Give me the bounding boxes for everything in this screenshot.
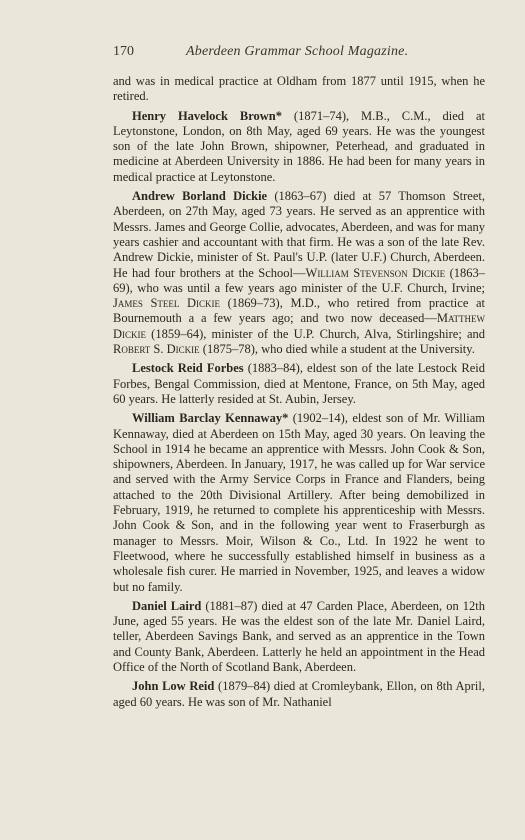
- entry-brown: [113, 109, 485, 185]
- paragraph-continuation: [113, 74, 485, 105]
- entry-name: Henry Havelock Brown*: [132, 108, 282, 123]
- entry-text: (1863–69), who was until a few years ago minister of the U.F. Church, Irvine;: [113, 265, 485, 295]
- page-number: 170: [113, 44, 134, 59]
- entry-text: (1869–73), M.D., who retired from practice at Bournemouth a a few years ago; and two now deceased—: [113, 296, 485, 326]
- entry-name: Lestock Reid Forbes: [132, 361, 244, 376]
- brother-name: William Stevenson Dickie: [305, 265, 446, 280]
- entry-text: (1859–64), minister of the U.P. Church, Alva, Stirlingshire; and: [146, 326, 485, 341]
- entry-text: (1902–14), eldest son of Mr. William Kennaway, died at Aberdeen on 15th May, aged 30 years. On leaving the School in 1914 he became an apprentice with Messrs. John Cook & Son, shipowners, Aberdeen. In January, 1917, he was called up for War service and served with the Army Service Corps in France and Flanders, being attached to the 20th Divisional Artillery. After being demobilized in February, 1919, he returned to complete his apprenticeship with Messrs. John Cook & Son, and in the following year went to Fraserburgh as manager to Messrs. Moir, Wilson & Co., Ltd. In 1922 he went to Fleetwood, where he successfully established himself in business as a wholesale fish curer. He married in November, 1925, and leaves a widow but no family.: [113, 411, 485, 594]
- entry-name: Andrew Borland Dickie: [132, 189, 268, 204]
- running-title: Aberdeen Grammar School Magazine.: [186, 44, 409, 59]
- entry-name: William Barclay Kennaway*: [132, 411, 289, 426]
- entry-text: (1863–67) died at 57 Thomson Street, Aberdeen, on 27th May, aged 73 years. He served as an apprentice with Messrs. James and George Collie, advocates, Aberdeen, and was for many years cashier and accountant with that firm. He was a son of the late Rev. Andrew Dickie, minister of St. Paul's U.P. (later U.F.) Church, Aberdeen. He had four brothers at the School—: [113, 189, 485, 280]
- entry-text: (1883–84), eldest son of the late Lestock Reid Forbes, Bengal Commission, died at Mentone, France, on 5th May, aged 60 years. He latterly resided at St. Aubin, Jersey.: [113, 361, 486, 406]
- brother-name: Matthew Dickie: [113, 311, 485, 341]
- brother-name: Robert S. Dickie: [113, 342, 200, 357]
- running-header: [113, 44, 413, 64]
- entry-kennaway: [113, 411, 485, 595]
- entry-forbes: [113, 361, 485, 407]
- entry-text: (1879–84) died at Cromleybank, Ellon, on 8th April, aged 60 years. He was son of Mr. Nathaniel: [113, 679, 485, 709]
- entry-reid: [113, 679, 485, 710]
- brother-name: James Steel Dickie: [113, 296, 221, 311]
- entry-text: (1871–74), M.B., C.M., died at Leytonstone, London, on 8th May, aged 69 years. He was the youngest son of the late John Brown, shipowner, Peterhead, and graduated in medicine at Aberdeen University in 1886. He had been for many years in medical practice at Leytonstone.: [113, 108, 485, 184]
- entry-laird: [113, 599, 485, 675]
- entry-name: John Low Reid: [132, 679, 215, 694]
- entry-name: Daniel Laird: [132, 598, 202, 613]
- obituary-text: [113, 74, 485, 710]
- entry-text: (1875–78), who died while a student at the University.: [199, 342, 475, 357]
- entry-dickie: [113, 189, 485, 357]
- entry-text: (1881–87) died at 47 Carden Place, Aberdeen, on 12th June, aged 55 years. He was the eldest son of the late Mr. Daniel Laird, teller, Aberdeen Savings Bank, and served as an apprentice in the Town and County Bank, Aberdeen. Latterly he held an appointment in the Head Office of the North of Scotland Bank, Aberdeen.: [113, 598, 485, 674]
- paragraph-text: and was in medical practice at Oldham from 1877 until 1915, when he retired.: [113, 74, 485, 104]
